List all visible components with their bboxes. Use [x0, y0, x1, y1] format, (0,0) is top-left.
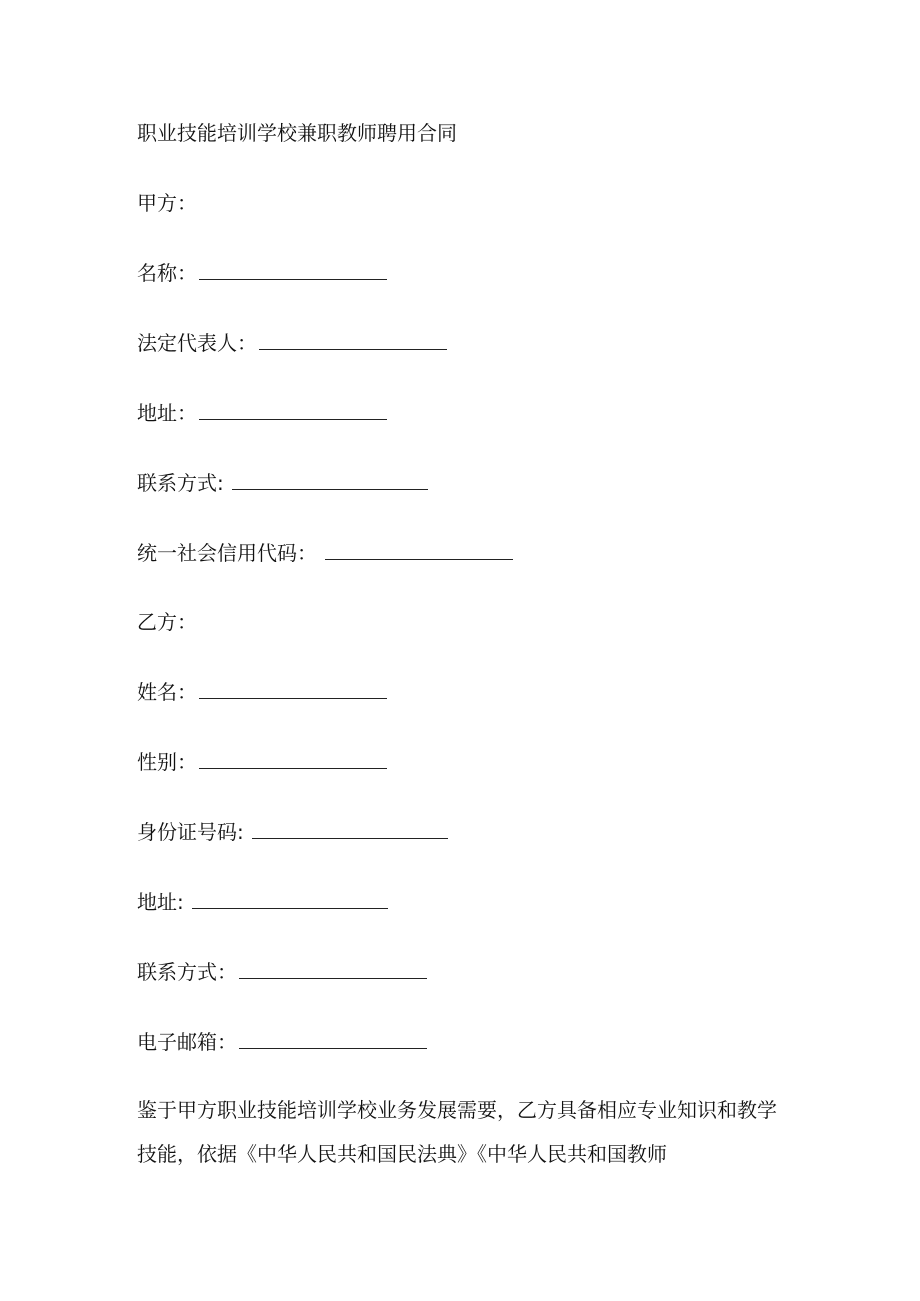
party-b-gender-field	[137, 749, 387, 775]
party-a-address-field	[137, 400, 387, 426]
field-label: 性别：	[137, 750, 197, 774]
name-blank-line	[199, 680, 387, 699]
party-b-heading: 乙方：	[137, 610, 197, 634]
field-label: 联系方式:	[137, 471, 231, 495]
field-label: 名称：	[137, 261, 197, 285]
id-number-blank-line	[252, 820, 448, 839]
contact-blank-line	[232, 471, 428, 490]
party-b-address-field	[137, 889, 388, 915]
party-b-name-field	[137, 679, 387, 705]
address-blank-line	[192, 890, 388, 909]
field-label: 地址:	[137, 890, 191, 914]
body-line: 鉴于甲方职业技能培训学校业务发展需要，乙方具备相应专业知识和教学	[137, 1098, 777, 1122]
document-title: 职业技能培训学校兼职教师聘用合同	[137, 121, 457, 145]
party-b-id-number-field	[137, 819, 448, 845]
contact-blank-line	[239, 960, 427, 979]
address-blank-line	[199, 401, 387, 420]
field-label: 法定代表人：	[137, 331, 257, 355]
party-b-email-field	[137, 1029, 427, 1055]
body-line: 技能，依据《中华人民共和国民法典》《中华人民共和国教师	[137, 1142, 667, 1166]
body-paragraph	[137, 1088, 797, 1176]
field-label: 电子邮箱：	[137, 1030, 237, 1054]
legal-rep-blank-line	[259, 331, 447, 350]
email-blank-line	[239, 1030, 427, 1049]
field-label: 统一社会信用代码：	[137, 541, 324, 565]
party-a-credit-code-field	[137, 540, 513, 566]
field-label: 联系方式：	[137, 960, 237, 984]
party-a-contact-field	[137, 470, 428, 496]
field-label: 地址：	[137, 401, 197, 425]
name-blank-line	[199, 261, 387, 280]
party-a-heading: 甲方：	[137, 191, 197, 215]
credit-code-blank-line	[325, 541, 513, 560]
field-label: 姓名：	[137, 680, 197, 704]
party-b-contact-field	[137, 959, 427, 985]
gender-blank-line	[199, 750, 387, 769]
party-a-legal-rep-field	[137, 330, 447, 356]
party-a-name-field	[137, 260, 387, 286]
field-label: 身份证号码:	[137, 820, 251, 844]
